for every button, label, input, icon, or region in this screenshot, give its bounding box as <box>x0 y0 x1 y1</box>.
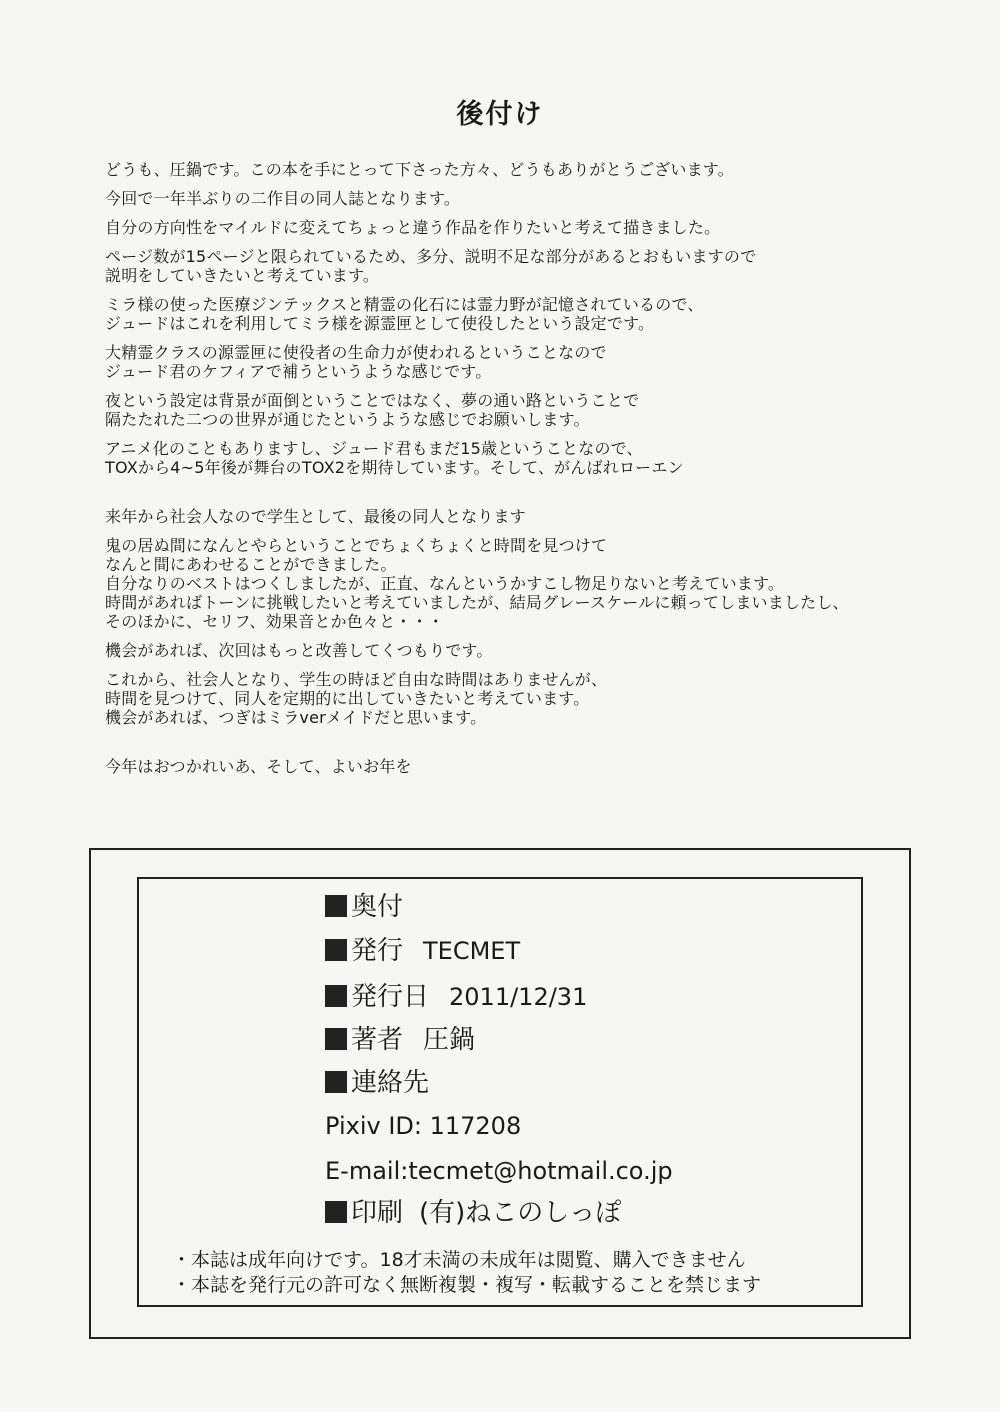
paragraph <box>105 757 905 776</box>
colophon-heading-text: 奥付 <box>351 892 404 922</box>
text-line: どうも、圧鍋です。この本を手にとって下さった方々、どうもありがとうございます。 <box>105 160 734 179</box>
text-line: 鬼の居ぬ間になんとやらということでちょくちょくと時間を見つけて <box>105 536 608 555</box>
square-bullet-icon <box>325 895 347 917</box>
colophon-date <box>325 982 587 1012</box>
email-address: E-mail:tecmet@hotmail.co.jp <box>325 1157 673 1185</box>
text-line: 機会があれば、つぎはミラverメイドだと思います。 <box>105 708 487 727</box>
text-line: 自分の方向性をマイルドに変えてちょっと違う作品を作りたいと考えて描きました。 <box>105 218 721 237</box>
square-bullet-icon <box>325 985 347 1007</box>
text-line: 大精霊クラスの源霊匣に使役者の生命力が使われるということなので <box>105 343 607 362</box>
text-line: これから、社会人となり、学生の時ほど自由な時間はありませんが、 <box>105 670 608 689</box>
paragraph <box>105 536 905 631</box>
text-line: ページ数が15ページと限られているため、多分、説明不足な部分があるとおもいますので <box>105 247 757 266</box>
colophon-contact <box>325 1068 429 1098</box>
text-line: ジュードはこれを利用してミラ様を源霊匣として使役したという設定です。 <box>105 314 655 333</box>
text-line: 今回で一年半ぶりの二作目の同人誌となります。 <box>105 189 461 208</box>
text-line: TOXから4~5年後が舞台のTOX2を期待しています。そして、がんばれローエン <box>105 458 684 477</box>
text-line: 来年から社会人なので学生として、最後の同人となります <box>105 507 526 526</box>
text-line: 時間があればトーンに挑戦したいと考えていましたが、結局グレースケールに頼ってしまいましたし、 <box>105 593 849 612</box>
paragraph <box>105 439 905 477</box>
text-line: ミラ様の使った医療ジンテックスと精霊の化石には霊力野が記憶されているので、 <box>105 295 704 314</box>
author-value: 圧鍋 <box>423 1025 476 1055</box>
afterword-section <box>105 160 905 786</box>
author-label: 著者 <box>351 1025 404 1055</box>
paragraph <box>105 295 905 333</box>
square-bullet-icon <box>325 1201 347 1223</box>
square-bullet-icon <box>325 1028 347 1050</box>
paragraph <box>105 641 905 660</box>
paragraph <box>105 160 905 179</box>
text-line: ジュード君のケフィアで補うというような感じです。 <box>105 362 492 381</box>
text-line: アニメ化のこともありますし、ジュード君もまだ15歳ということなので、 <box>105 439 643 458</box>
text-line: そのほかに、セリフ、効果音とか色々と・・・ <box>105 612 444 631</box>
colophon-author <box>325 1025 475 1055</box>
text-line: 自分なりのベストはつくしましたが、正直、なんというかすこし物足りないと考えています。 <box>105 574 785 593</box>
colophon-printer <box>325 1198 621 1228</box>
square-bullet-icon <box>325 939 347 961</box>
printer-value: (有)ねこのしっぽ <box>419 1198 622 1228</box>
publisher-label: 発行 <box>351 936 404 966</box>
text-line: 説明をしていきたいと考えています。 <box>105 266 380 285</box>
date-label: 発行日 <box>351 982 430 1012</box>
pixiv-id: Pixiv ID: 117208 <box>325 1112 522 1140</box>
text-line: なんと間にあわせることができました。 <box>105 555 397 574</box>
paragraph <box>105 507 905 526</box>
paragraph <box>105 343 905 381</box>
paragraph <box>105 218 905 237</box>
page-title: 後付け <box>456 99 544 130</box>
closing-line: 今年はおつかれいあ、そして、よいお年を <box>105 757 412 776</box>
text-line: 夜という設定は背景が面倒ということではなく、夢の通い路ということで <box>105 391 640 410</box>
printer-label: 印刷 <box>351 1198 404 1228</box>
copyright-notice: ・本誌を発行元の許可なく無断複製・複写・転載することを禁じます <box>172 1274 762 1296</box>
publisher-value: TECMET <box>423 937 521 965</box>
paragraph <box>105 247 905 285</box>
date-value: 2011/12/31 <box>449 983 588 1011</box>
age-restriction-notice: ・本誌は成年向けです。18才未満の未成年は閲覧、購入できません <box>172 1249 746 1271</box>
text-line: 時間を見つけて、同人を定期的に出していきたいと考えています。 <box>105 689 590 708</box>
colophon-heading <box>325 892 403 922</box>
square-bullet-icon <box>325 1071 347 1093</box>
colophon-publisher <box>325 936 520 966</box>
paragraph <box>105 391 905 429</box>
paragraph <box>105 189 905 208</box>
paragraph <box>105 670 905 727</box>
text-line: 隔たたれた二つの世界が通じたというような感じでお願いします。 <box>105 410 590 429</box>
contact-label: 連絡先 <box>351 1068 430 1098</box>
text-line: 機会があれば、次回はもっと改善してくつもりです。 <box>105 641 493 660</box>
